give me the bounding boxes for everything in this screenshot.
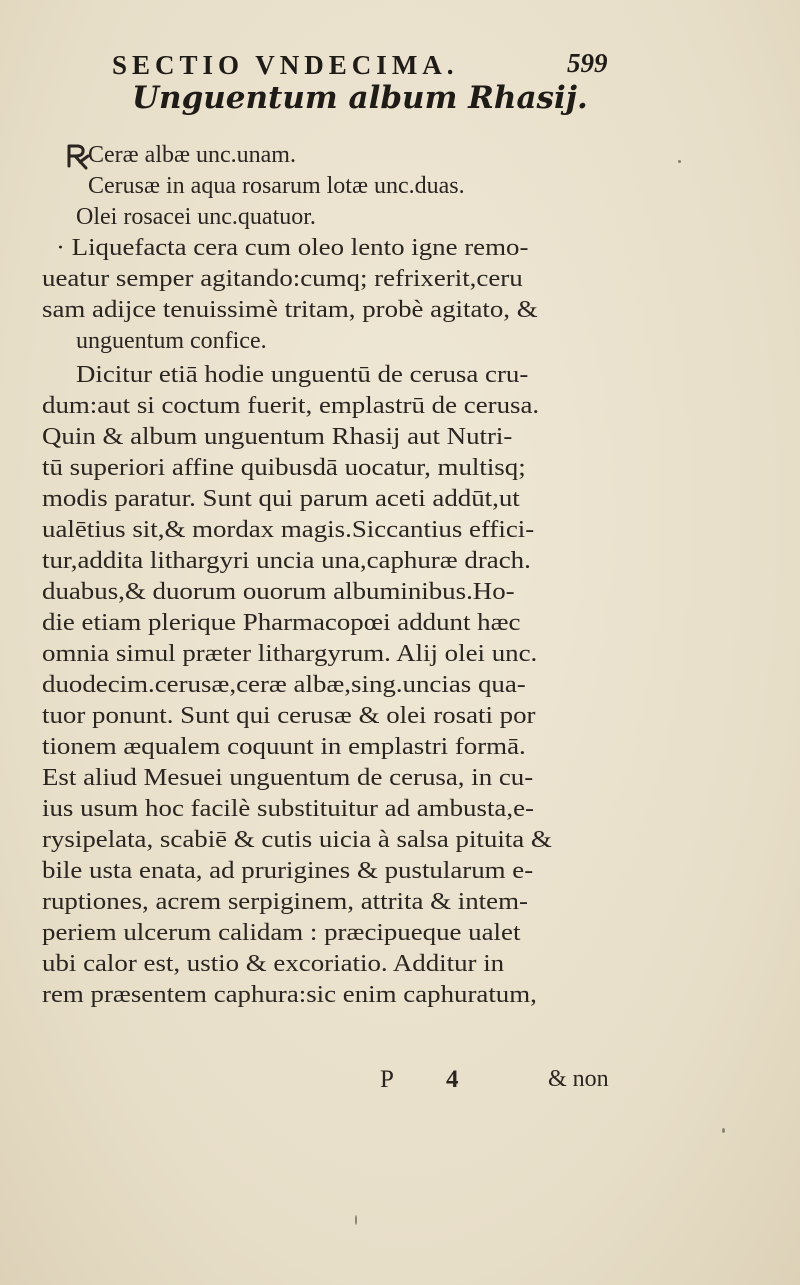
text-line: rem præsentem caphura:sic enim caphuratum, [42,982,537,1008]
text-line: omnia simul præter lithargyrum. Alij olei unc. [42,641,538,667]
text-line: sam adijce tenuissimè tritam, probè agitato, & [42,297,538,323]
paper-speck [722,1128,725,1133]
text-line: Olei rosacei unc.quatuor. [76,204,316,230]
paper-speck [678,160,681,163]
text-line: Est aliud Mesuei unguentum de cerusa, in cu- [42,765,534,791]
text-line: duodecim.cerusæ,ceræ albæ,sing.uncias qua- [42,672,526,698]
signature-number: 4 [446,1066,459,1093]
text-line: tur,addita lithargyri uncia una,caphuræ drach. [42,548,531,574]
text-line: bile usta enata, ad prurigines & pustularum e- [42,858,534,884]
running-head: SECTIO VNDECIMA. [112,50,459,80]
text-line: ubi calor est, ustio & excoriatio. Additur in [42,951,505,977]
text-line: duabus,& duorum ouorum albuminibus.Ho- [42,579,515,605]
text-line: tuor ponunt. Sunt qui cerusæ & olei rosati por [42,703,536,729]
text-line: Ceræ albæ unc.unam. [88,142,296,168]
text-line: unguentum confice. [76,328,267,354]
text-line: tionem æqualem coquunt in emplastri formā. [42,734,526,760]
text-line: rysipelata, scabiē & cutis uicia à salsa pituita & [42,827,552,853]
text-line: Cerusæ in aqua rosarum lotæ unc.duas. [88,173,465,199]
signature-mark: P [380,1066,394,1093]
text-line: · Liquefacta cera cum oleo lento igne remo- [56,235,529,261]
paper-speck [355,1215,357,1225]
text-line: ius usum hoc facilè substituitur ad ambusta,e- [42,796,534,822]
text-line: die etiam plerique Pharmacopœi addunt hæc [42,610,521,636]
text-line: ruptiones, acrem serpiginem, attrita & intem- [42,889,528,915]
text-line: modis paratur. Sunt qui parum aceti addūt,ut [42,486,520,512]
text-line: Quin & album unguentum Rhasij aut Nutri- [42,424,513,450]
text-line: Dicitur etiā hodie unguentū de cerusa cru- [76,362,529,388]
catchword: & non [548,1066,609,1092]
text-line: dum:aut si coctum fuerit, emplastrū de cerusa. [42,393,540,419]
text-line: ualētius sit,& mordax magis.Siccantius effici- [42,517,535,543]
text-line: periem ulcerum calidam : præcipueque ualet [42,920,521,946]
text-line: tū superiori affine quibusdā uocatur, multisq; [42,455,526,481]
text-line: ueatur semper agitando:cumq; refrixerit,ceru [42,266,523,292]
section-title: Unguentum album Rhasij. [132,80,588,116]
page-number: 599 [567,48,608,78]
